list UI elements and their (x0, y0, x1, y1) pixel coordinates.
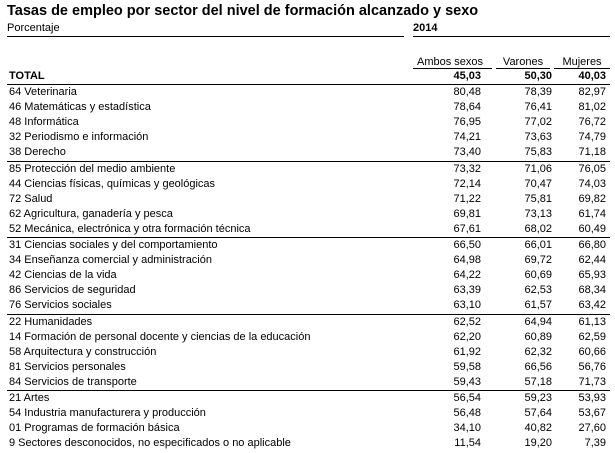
cell-ambos-sexos: 80,48 (453, 86, 481, 99)
row-label: 22 Humanidades (9, 315, 93, 328)
cell-mujeres: 62,59 (578, 330, 606, 343)
table-row (7, 100, 610, 115)
table-row (7, 268, 610, 283)
table-row (7, 207, 610, 222)
row-label: 21 Artes (9, 391, 50, 404)
table-row (7, 237, 610, 253)
table-row (7, 330, 610, 345)
cell-mujeres: 63,42 (578, 299, 606, 312)
cell-ambos-sexos: 62,20 (453, 330, 481, 343)
cell-varones: 76,41 (524, 101, 552, 114)
cell-mujeres: 65,93 (578, 269, 606, 282)
table-row (7, 253, 610, 268)
table-row (7, 130, 610, 145)
table-row (7, 222, 610, 237)
column-header-mujeres: Mujeres (562, 56, 602, 68)
year-header: 2014 (413, 22, 438, 34)
cell-varones: 61,57 (524, 299, 552, 312)
table-row (7, 115, 610, 130)
row-label: 81 Servicios personales (9, 360, 126, 373)
row-label: TOTAL (9, 70, 45, 82)
cell-mujeres: 71,18 (578, 146, 606, 159)
row-label: 44 Ciencias físicas, químicas y geológicas (9, 177, 216, 190)
cell-varones: 19,20 (524, 437, 552, 450)
cell-ambos-sexos: 78,64 (453, 101, 481, 114)
data-table (7, 69, 610, 451)
cell-varones: 50,30 (524, 70, 552, 82)
row-label: 9 Sectores desconocidos, no especificados o no aplicable (9, 437, 291, 450)
cell-mujeres: 68,34 (578, 284, 606, 297)
row-label: 32 Periodismo e información (9, 131, 149, 144)
cell-mujeres: 27,60 (578, 422, 606, 435)
cell-mujeres: 76,72 (578, 116, 606, 129)
cell-varones: 62,32 (524, 345, 552, 358)
cell-mujeres: 81,02 (578, 101, 606, 114)
cell-ambos-sexos: 76,95 (453, 116, 481, 129)
cell-varones: 69,72 (524, 254, 552, 267)
row-label: 34 Enseñanza comercial y administración (9, 254, 212, 267)
cell-varones: 73,13 (524, 207, 552, 220)
cell-ambos-sexos: 45,03 (453, 70, 481, 82)
row-label: 14 Formación de personal docente y ciencias de la educación (9, 330, 311, 343)
cell-varones: 77,02 (524, 116, 552, 129)
cell-ambos-sexos: 59,58 (453, 360, 481, 373)
cell-ambos-sexos: 73,32 (453, 162, 481, 175)
cell-mujeres: 62,44 (578, 254, 606, 267)
cell-ambos-sexos: 63,10 (453, 299, 481, 312)
row-label: 64 Veterinaria (9, 86, 77, 99)
cell-mujeres: 56,76 (578, 360, 606, 373)
cell-varones: 59,23 (524, 391, 552, 404)
table-row (7, 298, 610, 313)
cell-varones: 73,63 (524, 131, 552, 144)
row-label: 72 Salud (9, 192, 53, 205)
column-header-varones: Varones (502, 56, 544, 68)
cell-varones: 57,64 (524, 407, 552, 420)
cell-ambos-sexos: 63,39 (453, 284, 481, 297)
table-row (7, 283, 610, 298)
cell-varones: 62,53 (524, 284, 552, 297)
column-header-ambos: Ambos sexos (416, 56, 484, 68)
row-label: 54 Industria manufacturera y producción (9, 407, 206, 420)
cell-ambos-sexos: 74,21 (453, 131, 481, 144)
unit-label: Porcentaje (7, 22, 60, 34)
row-label: 62 Agricultura, ganadería y pesca (9, 207, 173, 220)
table-row (7, 85, 610, 100)
row-label: 86 Servicios de seguridad (9, 284, 136, 297)
table-row (7, 360, 610, 375)
row-label: 01 Programas de formación básica (9, 422, 180, 435)
table-row (7, 345, 610, 360)
table-row (7, 406, 610, 421)
row-label: 84 Servicios de transporte (9, 375, 137, 388)
cell-ambos-sexos: 59,43 (453, 375, 481, 388)
table-row (7, 161, 610, 177)
cell-varones: 75,83 (524, 146, 552, 159)
row-label: 52 Mecánica, electrónica y otra formación técnica (9, 222, 251, 235)
row-label: 31 Ciencias sociales y del comportamiento (9, 239, 218, 252)
table-row (7, 375, 610, 390)
row-label: 42 Ciencias de la vida (9, 269, 117, 282)
cell-mujeres: 74,03 (578, 177, 606, 190)
cell-mujeres: 61,13 (578, 315, 606, 328)
table-row (7, 314, 610, 330)
cell-varones: 60,69 (524, 269, 552, 282)
row-label: 46 Matemáticas y estadística (9, 101, 151, 114)
cell-mujeres: 53,93 (578, 391, 606, 404)
cell-ambos-sexos: 73,40 (453, 146, 481, 159)
table-title: Tasas de empleo por sector del nivel de formación alcanzado y sexo (7, 3, 479, 19)
header-rule (7, 36, 404, 37)
table-row (7, 421, 610, 436)
year-rule (413, 36, 610, 37)
cell-ambos-sexos: 69,81 (453, 207, 481, 220)
cell-ambos-sexos: 66,50 (453, 239, 481, 252)
cell-mujeres: 53,67 (578, 407, 606, 420)
cell-mujeres: 7,39 (584, 437, 606, 450)
cell-varones: 78,39 (524, 86, 552, 99)
cell-mujeres: 82,97 (578, 86, 606, 99)
cell-varones: 66,56 (524, 360, 552, 373)
cell-varones: 70,47 (524, 177, 552, 190)
cell-mujeres: 66,80 (578, 239, 606, 252)
cell-varones: 66,01 (524, 239, 552, 252)
cell-varones: 40,82 (524, 422, 552, 435)
row-label: 38 Derecho (9, 146, 66, 159)
table-row (7, 390, 610, 406)
table-row (7, 145, 610, 160)
total-row (7, 69, 610, 85)
cell-mujeres: 69,82 (578, 192, 606, 205)
cell-varones: 64,94 (524, 315, 552, 328)
cell-mujeres: 60,49 (578, 222, 606, 235)
row-label: 48 Informática (9, 116, 79, 129)
cell-varones: 60,89 (524, 330, 552, 343)
cell-ambos-sexos: 67,61 (453, 222, 481, 235)
cell-varones: 57,18 (524, 375, 552, 388)
table-row (7, 192, 610, 207)
cell-ambos-sexos: 11,54 (454, 437, 481, 450)
cell-varones: 75,81 (524, 192, 552, 205)
row-label: 85 Protección del medio ambiente (9, 162, 176, 175)
cell-varones: 71,06 (524, 162, 552, 175)
cell-mujeres: 74,79 (578, 131, 606, 144)
cell-ambos-sexos: 56,48 (453, 407, 481, 420)
cell-mujeres: 60,66 (578, 345, 606, 358)
cell-mujeres: 40,03 (578, 70, 606, 82)
table-row (7, 177, 610, 192)
cell-ambos-sexos: 71,22 (453, 192, 481, 205)
cell-ambos-sexos: 72,14 (453, 177, 481, 190)
cell-ambos-sexos: 62,52 (453, 315, 481, 328)
cell-varones: 68,02 (524, 222, 552, 235)
cell-ambos-sexos: 56,54 (453, 391, 481, 404)
cell-ambos-sexos: 64,98 (453, 254, 481, 267)
cell-ambos-sexos: 34,10 (453, 422, 481, 435)
row-label: 76 Servicios sociales (9, 299, 112, 312)
cell-ambos-sexos: 61,92 (453, 345, 481, 358)
cell-mujeres: 76,05 (578, 162, 606, 175)
cell-mujeres: 61,74 (578, 207, 606, 220)
table-row (7, 436, 610, 451)
row-label: 58 Arquitectura y construcción (9, 345, 157, 358)
cell-mujeres: 71,73 (578, 375, 606, 388)
cell-ambos-sexos: 64,22 (453, 269, 481, 282)
